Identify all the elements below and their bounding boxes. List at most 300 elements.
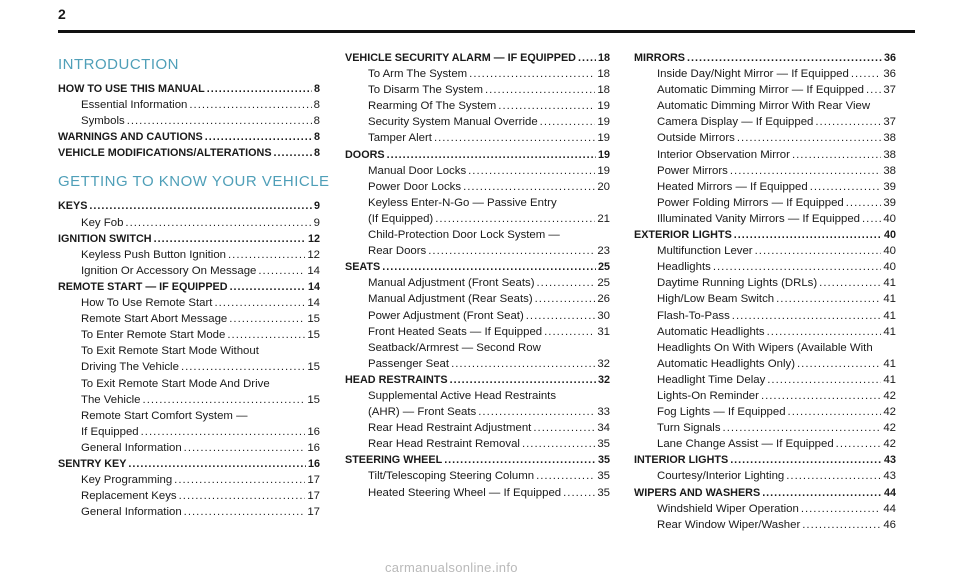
toc-entry[interactable]: [634, 195, 896, 211]
toc-page-number: 21: [597, 212, 610, 225]
dot-leader: [866, 82, 881, 98]
dot-leader: [537, 275, 596, 291]
toc-entry[interactable]: [634, 420, 896, 436]
dot-leader: [89, 198, 312, 214]
dot-leader: [737, 130, 881, 146]
toc-page-number: 36: [883, 68, 896, 81]
toc-page-number: 8: [313, 115, 320, 128]
dot-leader: [228, 247, 305, 263]
toc-entry-title: WIPERS AND WASHERS: [634, 486, 761, 499]
toc-entry[interactable]: [634, 436, 896, 452]
dot-leader: [862, 211, 881, 227]
toc-heading-entry[interactable]: [634, 50, 896, 66]
toc-entry-title: DOORS: [345, 148, 385, 161]
toc-entry[interactable]: [345, 114, 610, 130]
dot-leader: [755, 243, 882, 259]
toc-entry-title: IGNITION SWITCH: [58, 232, 152, 245]
toc-page-number: 14: [307, 264, 320, 277]
toc-page-number: 25: [597, 261, 610, 274]
toc-page-number: 34: [597, 422, 610, 435]
toc-entry-title: Flash-To-Pass: [657, 309, 730, 322]
dot-leader: [125, 215, 311, 231]
toc-heading-entry[interactable]: [345, 452, 610, 468]
header-rule: [58, 30, 915, 33]
toc-entry-title: To Exit Remote Start Mode And Drive: [81, 377, 270, 390]
toc-page-number: 46: [883, 518, 896, 531]
toc-entry[interactable]: [345, 436, 610, 452]
dot-leader: [723, 420, 882, 436]
toc-entry-title: Passenger Seat: [368, 357, 450, 370]
toc-entry[interactable]: [634, 324, 896, 340]
toc-entry[interactable]: [634, 259, 896, 275]
toc-entry-title: Turn Signals: [657, 422, 721, 435]
toc-entry-title: Tilt/Telescoping Steering Column: [368, 470, 535, 483]
dot-leader: [522, 436, 595, 452]
toc-page-number: 15: [307, 361, 320, 374]
toc-entry[interactable]: [345, 211, 610, 227]
toc-page-number: 15: [307, 313, 320, 326]
toc-entry[interactable]: [345, 324, 610, 340]
dot-leader: [468, 163, 595, 179]
toc-entry[interactable]: [345, 130, 610, 146]
toc-entry-title: Manual Adjustment (Rear Seats): [368, 293, 533, 306]
toc-entry-title: Manual Door Locks: [368, 164, 467, 177]
toc-entry[interactable]: [58, 488, 320, 504]
toc-entry[interactable]: [634, 82, 896, 98]
toc-heading-entry[interactable]: [634, 452, 896, 468]
toc-entry[interactable]: [58, 504, 320, 520]
toc-page-number: 16: [307, 457, 320, 470]
toc-entry-title: Remote Start Abort Message: [81, 313, 228, 326]
toc-entry-title: General Information: [81, 441, 182, 454]
toc-page-number: 41: [883, 293, 896, 306]
toc-entry-title: Heated Steering Wheel — If Equipped: [368, 486, 562, 499]
toc-entry-title: Automatic Dimming Mirror With Rear View: [657, 100, 871, 113]
toc-entry-title: Rear Head Restraint Adjustment: [368, 422, 532, 435]
toc-page-number: 12: [307, 232, 320, 245]
toc-entry[interactable]: [58, 424, 320, 440]
toc-entry[interactable]: [58, 359, 320, 375]
toc-entry-title: To Enter Remote Start Mode: [81, 329, 226, 342]
toc-entry-title: VEHICLE MODIFICATIONS/ALTERATIONS: [58, 147, 272, 160]
toc-page-number: 39: [883, 196, 896, 209]
section-heading: GETTING TO KNOW YOUR VEHICLE: [58, 173, 330, 191]
toc-entry-title: INTERIOR LIGHTS: [634, 454, 729, 467]
toc-column-1: [58, 50, 330, 520]
toc-entry[interactable]: [634, 356, 896, 372]
toc-entry[interactable]: [634, 147, 896, 163]
toc-page-number: 42: [883, 422, 896, 435]
toc-heading-entry[interactable]: [58, 231, 320, 247]
dot-leader: [792, 147, 881, 163]
dot-leader: [786, 468, 881, 484]
toc-entry[interactable]: [634, 372, 896, 388]
toc-entry[interactable]: [634, 517, 896, 533]
toc-entry-title: High/Low Beam Switch: [657, 293, 775, 306]
toc-entry-title: KEYS: [58, 200, 88, 213]
toc-heading-entry[interactable]: [58, 129, 320, 145]
toc-entry-title: Rear Head Restraint Removal: [368, 438, 520, 451]
toc-entry-title: Rear Window Wiper/Washer: [657, 518, 801, 531]
dot-leader: [734, 227, 882, 243]
toc-entry[interactable]: [345, 82, 610, 98]
dot-leader: [578, 50, 596, 66]
toc-entry-title: Automatic Dimming Mirror — If Equipped: [657, 84, 864, 97]
toc-entry-title: (If Equipped): [368, 212, 434, 225]
dot-leader: [485, 82, 595, 98]
dot-leader: [851, 66, 882, 82]
toc-entry[interactable]: [634, 291, 896, 307]
dot-leader: [797, 356, 881, 372]
toc-entry-title: (AHR) — Front Seats: [368, 406, 477, 419]
toc-entry-title: Power Mirrors: [657, 164, 728, 177]
toc-entry-title: Essential Information: [81, 99, 188, 112]
dot-leader: [713, 259, 882, 275]
toc-entry-title: SENTRY KEY: [58, 457, 127, 470]
toc-entry[interactable]: [345, 179, 610, 195]
dot-leader: [540, 114, 596, 130]
toc-page-number: 40: [883, 261, 896, 274]
dot-leader: [533, 420, 595, 436]
toc-entry[interactable]: [345, 485, 610, 501]
dot-leader: [463, 179, 595, 195]
toc-entry-title: Headlights On With Wipers (Available With: [657, 341, 873, 354]
toc-entry-title: Power Door Locks: [368, 180, 462, 193]
toc-page-number: 17: [307, 506, 320, 519]
toc-entry[interactable]: [634, 275, 896, 291]
dot-leader: [382, 259, 596, 275]
toc-entry-title: Tamper Alert: [368, 132, 432, 145]
dot-leader: [229, 311, 305, 327]
toc-entry[interactable]: [345, 356, 610, 372]
toc-entry-title: WARNINGS AND CAUTIONS: [58, 131, 203, 144]
toc-page-number: 43: [883, 470, 896, 483]
toc-page-number: 15: [307, 393, 320, 406]
toc-page-number: 41: [883, 373, 896, 386]
dot-leader: [776, 291, 881, 307]
toc-page-number: 19: [597, 132, 610, 145]
toc-page-number: 37: [883, 84, 896, 97]
toc-entry-title: Front Heated Seats — If Equipped: [368, 325, 543, 338]
toc-entry-title: Security System Manual Override: [368, 116, 538, 129]
toc-heading-entry[interactable]: [345, 147, 610, 163]
toc-page-number: 23: [597, 245, 610, 258]
toc-page-number: 38: [883, 148, 896, 161]
toc-entry[interactable]: [634, 179, 896, 195]
toc-entry-title: SEATS: [345, 261, 381, 274]
toc-entry[interactable]: [634, 130, 896, 146]
toc-entry-title: The Vehicle: [81, 393, 141, 406]
toc-page-number: 31: [597, 325, 610, 338]
toc-entry-continued: [345, 195, 610, 211]
toc-page-number: 39: [883, 180, 896, 193]
dot-leader: [544, 324, 595, 340]
toc-entry[interactable]: [634, 66, 896, 82]
toc-page-number: 19: [597, 100, 610, 113]
toc-entry-title: REMOTE START — IF EQUIPPED: [58, 280, 228, 293]
dot-leader: [498, 98, 595, 114]
toc-entry-title: Symbols: [81, 115, 125, 128]
toc-page-number: 36: [883, 52, 896, 64]
toc-page-number: 14: [307, 297, 320, 310]
toc-page-number: 41: [883, 309, 896, 322]
toc-entry[interactable]: [634, 501, 896, 517]
toc-entry-title: Manual Adjustment (Front Seats): [368, 277, 535, 290]
toc-page-number: 40: [883, 245, 896, 258]
toc-entry-title: To Arm The System: [368, 68, 468, 81]
dot-leader: [428, 243, 595, 259]
toc-entry[interactable]: [634, 114, 896, 130]
toc-entry-title: Headlight Time Delay: [657, 373, 766, 386]
toc-page-number: 19: [597, 116, 610, 129]
toc-entry[interactable]: [58, 311, 320, 327]
toc-entry-title: Child-Protection Door Lock System —: [368, 229, 560, 242]
toc-page-number: 42: [883, 406, 896, 419]
dot-leader: [179, 488, 306, 504]
toc-page-number: 8: [313, 131, 320, 144]
toc-page-number: 17: [307, 490, 320, 503]
dot-leader: [788, 404, 882, 420]
toc-entry[interactable]: [58, 295, 320, 311]
toc-page-number: 41: [883, 325, 896, 338]
toc-entry-title: General Information: [81, 506, 182, 519]
toc-entry[interactable]: [345, 66, 610, 82]
toc-page-number: 9: [313, 200, 320, 213]
toc-heading-entry[interactable]: [634, 227, 896, 243]
toc-entry[interactable]: [634, 243, 896, 259]
toc-page-number: 17: [307, 474, 320, 487]
toc-page-number: 18: [597, 68, 610, 81]
dot-leader: [810, 179, 882, 195]
toc-entry[interactable]: [345, 98, 610, 114]
toc-entry-title: Camera Display — If Equipped: [657, 116, 814, 129]
toc-page-number: 40: [883, 212, 896, 225]
toc-page-number: 8: [313, 147, 320, 160]
toc-entry[interactable]: [634, 211, 896, 227]
dot-leader: [802, 517, 881, 533]
toc-page-number: 30: [597, 309, 610, 322]
toc-entry-title: Driving The Vehicle: [81, 361, 179, 374]
toc-page-number: 9: [313, 216, 320, 229]
toc-entry-title: Daytime Running Lights (DRLs): [657, 277, 818, 290]
toc-entry-title: Remote Start Comfort System —: [81, 409, 248, 422]
toc-entry-title: Automatic Headlights: [657, 325, 765, 338]
toc-entry-title: Outside Mirrors: [657, 132, 735, 145]
toc-entry[interactable]: [58, 472, 320, 488]
toc-entry-title: HOW TO USE THIS MANUAL: [58, 83, 205, 95]
watermark: carmanualsonline.info: [385, 560, 518, 575]
dot-leader: [387, 147, 596, 163]
dot-leader: [836, 436, 882, 452]
dot-leader: [274, 145, 312, 161]
dot-leader: [563, 485, 595, 501]
dot-leader: [154, 231, 306, 247]
toc-page-number: 33: [597, 406, 610, 419]
page-number: 2: [58, 6, 66, 22]
dot-leader: [141, 424, 306, 440]
toc-page-number: 20: [597, 180, 610, 193]
dot-leader: [181, 359, 305, 375]
toc-entry[interactable]: [58, 263, 320, 279]
dot-leader: [214, 295, 305, 311]
toc-page-number: 41: [883, 357, 896, 370]
toc-page-number: 42: [883, 438, 896, 451]
dot-leader: [535, 291, 596, 307]
toc-entry[interactable]: [58, 327, 320, 343]
dot-leader: [478, 404, 595, 420]
toc-heading-entry[interactable]: [58, 81, 320, 97]
toc-entry-title: Headlights: [657, 261, 711, 274]
toc-entry[interactable]: [345, 291, 610, 307]
dot-leader: [687, 50, 882, 66]
dot-leader: [127, 113, 312, 129]
toc-page-number: 44: [883, 486, 896, 499]
toc-entry-title: Supplemental Active Head Restraints: [368, 389, 557, 402]
toc-entry-title: How To Use Remote Start: [81, 297, 213, 310]
dot-leader: [174, 472, 305, 488]
toc-entry-title: EXTERIOR LIGHTS: [634, 229, 732, 242]
toc-page-number: 44: [883, 502, 896, 515]
toc-heading-entry[interactable]: [58, 198, 320, 214]
toc-entry[interactable]: [345, 163, 610, 179]
toc-entry-title: Heated Mirrors — If Equipped: [657, 180, 808, 193]
toc-entry[interactable]: [345, 243, 610, 259]
toc-entry-title: Power Folding Mirrors — If Equipped: [657, 196, 844, 209]
toc-entry-title: Rear Doors: [368, 245, 427, 258]
toc-entry-title: To Exit Remote Start Mode Without: [81, 345, 259, 358]
dot-leader: [767, 372, 881, 388]
toc-entry-title: Ignition Or Accessory On Message: [81, 264, 257, 277]
toc-page-number: 19: [597, 148, 610, 161]
toc-entry[interactable]: [634, 163, 896, 179]
toc-entry-continued: [58, 343, 320, 359]
toc-heading-entry[interactable]: [345, 259, 610, 275]
dot-leader: [732, 308, 882, 324]
dot-leader: [846, 195, 882, 211]
toc-entry-title: Lights-On Reminder: [657, 389, 759, 402]
toc-page-number: 35: [597, 454, 610, 467]
toc-entry[interactable]: [345, 308, 610, 324]
toc-entry[interactable]: [58, 215, 320, 231]
toc-page-number: 43: [883, 454, 896, 467]
toc-entry-title: Keyless Enter-N-Go — Passive Entry: [368, 196, 557, 209]
dot-leader: [536, 468, 595, 484]
toc-entry-title: Power Adjustment (Front Seat): [368, 309, 524, 322]
dot-leader: [143, 392, 306, 408]
toc-heading-entry[interactable]: [345, 50, 610, 66]
toc-entry[interactable]: [345, 468, 610, 484]
toc-entry[interactable]: [634, 404, 896, 420]
toc-entry-continued: [58, 408, 320, 424]
dot-leader: [451, 356, 595, 372]
toc-heading-entry[interactable]: [345, 372, 610, 388]
dot-leader: [469, 66, 595, 82]
dot-leader: [434, 130, 595, 146]
toc-heading-entry[interactable]: [58, 145, 320, 161]
toc-entry-title: Fog Lights — If Equipped: [657, 406, 786, 419]
toc-page-number: 8: [313, 83, 320, 95]
dot-leader: [258, 263, 305, 279]
toc-entry[interactable]: [345, 420, 610, 436]
dot-leader: [227, 327, 305, 343]
toc-page-number: 35: [597, 470, 610, 483]
dot-leader: [444, 452, 596, 468]
toc-entry-title: MIRRORS: [634, 52, 685, 64]
toc-page-number: 35: [597, 486, 610, 499]
dot-leader: [435, 211, 595, 227]
toc-entry[interactable]: [58, 392, 320, 408]
toc-page-number: 16: [307, 425, 320, 438]
toc-page-number: 18: [597, 84, 610, 97]
toc-entry-title: Keyless Push Button Ignition: [81, 248, 227, 261]
dot-leader: [761, 388, 881, 404]
toc-entry[interactable]: [58, 113, 320, 129]
section-heading: INTRODUCTION: [58, 56, 179, 73]
dot-leader: [762, 485, 882, 501]
toc-column-2: [345, 50, 610, 501]
dot-leader: [207, 81, 312, 97]
toc-page-number: 16: [307, 441, 320, 454]
toc-entry-continued: [345, 388, 610, 404]
toc-entry-title: Interior Observation Mirror: [657, 148, 790, 161]
toc-page-number: 18: [597, 52, 610, 64]
dot-leader: [815, 114, 881, 130]
dot-leader: [450, 372, 596, 388]
toc-entry[interactable]: [634, 308, 896, 324]
toc-page-number: 14: [307, 280, 320, 293]
toc-page-number: 42: [883, 389, 896, 402]
toc-entry-continued: [345, 227, 610, 243]
toc-page-number: 32: [597, 373, 610, 386]
dot-leader: [189, 97, 311, 113]
toc-page-number: 15: [307, 329, 320, 342]
toc-entry-title: Courtesy/Interior Lighting: [657, 470, 785, 483]
toc-entry-continued: [345, 340, 610, 356]
toc-page-number: 26: [597, 293, 610, 306]
toc-entry-title: To Disarm The System: [368, 84, 483, 97]
toc-entry-title: Windshield Wiper Operation: [657, 502, 799, 515]
dot-leader: [819, 275, 881, 291]
toc-entry[interactable]: [58, 440, 320, 456]
toc-page-number: 12: [307, 248, 320, 261]
toc-entry[interactable]: [58, 97, 320, 113]
toc-heading-entry[interactable]: [58, 456, 320, 472]
toc-page-number: 32: [597, 357, 610, 370]
toc-page-number: 37: [883, 116, 896, 129]
toc-entry[interactable]: [58, 247, 320, 263]
toc-entry-title: Replacement Keys: [81, 490, 177, 503]
toc-entry-title: Automatic Headlights Only): [657, 357, 796, 370]
dot-leader: [184, 504, 306, 520]
toc-page-number: 38: [883, 164, 896, 177]
toc-page-number: 8: [313, 99, 320, 112]
toc-entry[interactable]: [345, 404, 610, 420]
toc-entry[interactable]: [345, 275, 610, 291]
toc-entry-title: STEERING WHEEL: [345, 454, 443, 467]
dot-leader: [767, 324, 882, 340]
toc-heading-entry[interactable]: [58, 279, 320, 295]
toc-page-number: 19: [597, 164, 610, 177]
toc-entry[interactable]: [634, 468, 896, 484]
dot-leader: [801, 501, 882, 517]
toc-entry-continued: [634, 98, 896, 114]
dot-leader: [730, 452, 882, 468]
toc-heading-entry[interactable]: [634, 485, 896, 501]
toc-entry[interactable]: [634, 388, 896, 404]
toc-entry-continued: [58, 376, 320, 392]
toc-entry-title: Multifunction Lever: [657, 245, 753, 258]
dot-leader: [128, 456, 306, 472]
